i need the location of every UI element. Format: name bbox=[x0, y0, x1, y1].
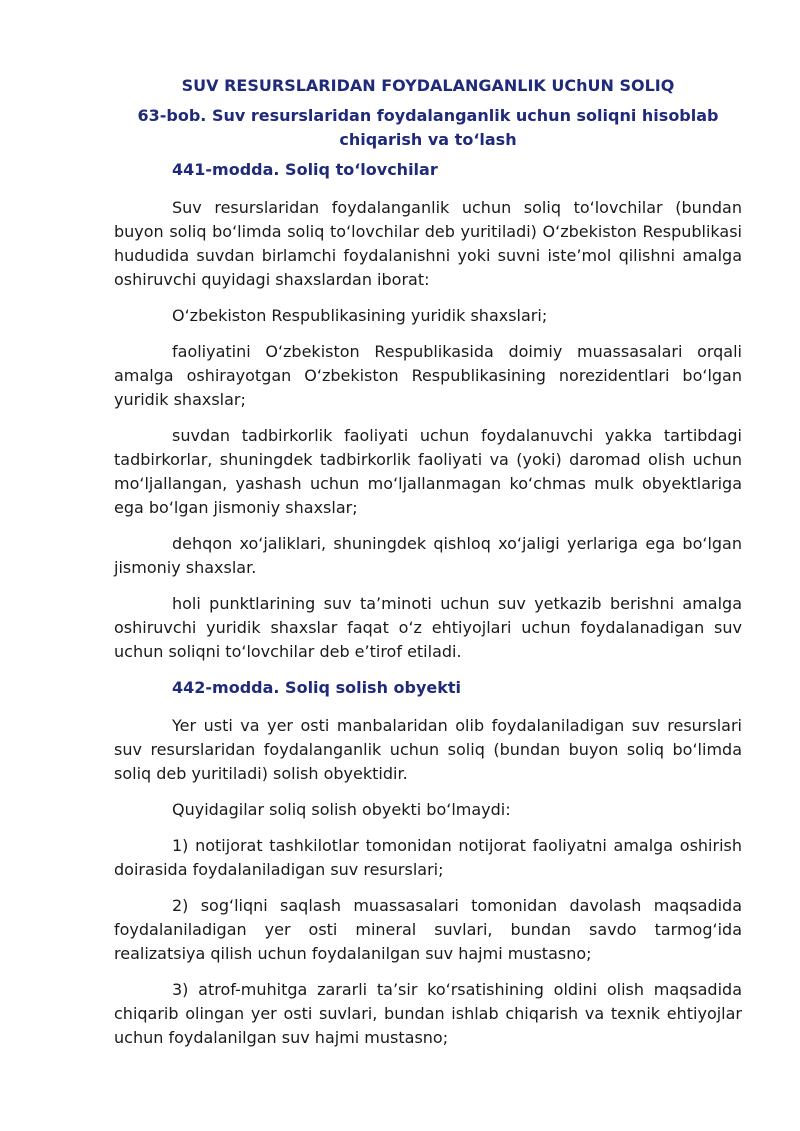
article-title: 442-modda. Soliq solish obyekti bbox=[172, 678, 462, 697]
paragraph: Quyidagilar soliq solish obyekti bo‘lmaydi: bbox=[172, 800, 511, 819]
article-442 bbox=[114, 676, 742, 1050]
article-title: 441-modda. Soliq to‘lovchilar bbox=[172, 160, 438, 179]
paragraph: Yer usti va yer osti manbalaridan olib foydalaniladigan suv resurslari suv resurslaridan foydalanganlik uchun soliq (bundan buyon soliq bo‘limda soliq deb yuritiladi) solish obyektidir. bbox=[114, 716, 742, 783]
paragraph: O‘zbekiston Respublikasining yuridik shaxslari; bbox=[172, 306, 548, 325]
paragraph: 3) atrof-muhitga zararli ta’sir ko‘rsatishining oldini olish maqsadida chiqarib olingan yer osti suvlari, bundan ishlab chiqarish va texnik ehtiyojlar uchun foydalanilgan suv hajmi mustasno; bbox=[114, 980, 742, 1047]
paragraph: Suv resurslaridan foydalanganlik uchun soliq to‘lovchilar (bundan buyon soliq bo‘limda soliq to‘lovchilar deb yuritiladi) O‘zbekiston Respublikasi hududida suvdan birlamchi foydalanishni yoki suvni iste’mol qilishni amalga oshiruvchi quyidagi shaxslardan iborat: bbox=[114, 198, 742, 289]
chapter-title: 63-bob. Suv resurslaridan foydalanganlik uchun soliqni hisoblab chiqarish va to‘lash bbox=[137, 106, 719, 149]
paragraph: faoliyatini O‘zbekiston Respublikasida doimiy muassasalari orqali amalga oshirayotgan O‘zbekiston Respublikasining norezidentlari bo‘lgan yuridik shaxslar; bbox=[114, 342, 742, 409]
paragraph: dehqon xo‘jaliklari, shuningdek qishloq xo‘jaligi yerlariga ega bo‘lgan jismoniy shaxslar. bbox=[114, 534, 742, 577]
section-title: SUV RESURSLARIDAN FOYDALANGANLIK UChUN SOLIQ bbox=[181, 76, 675, 95]
paragraph: 2) sog‘liqni saqlash muassasalari tomonidan davolash maqsadida foydalaniladigan yer osti mineral suvlari, bundan savdo tarmog‘ida realizatsiya qilish uchun foydalanilgan suv hajmi mustasno; bbox=[114, 896, 742, 963]
article-441 bbox=[114, 158, 742, 664]
document-page bbox=[114, 74, 742, 1062]
paragraph: 1) notijorat tashkilotlar tomonidan notijorat faoliyatni amalga oshirish doirasida foydalaniladigan suv resurslari; bbox=[114, 836, 742, 879]
paragraph: holi punktlarining suv ta’minoti uchun suv yetkazib berishni amalga oshiruvchi yuridik shaxslar faqat o‘z ehtiyojlari uchun foydalanadigan suv uchun soliqni to‘lovchilar deb e’tirof etiladi. bbox=[114, 594, 742, 661]
paragraph: suvdan tadbirkorlik faoliyati uchun foydalanuvchi yakka tartibdagi tadbirkorlar, shuningdek tadbirkorlik faoliyati va (yoki) daromad olish uchun mo‘ljallangan, yashash uchun mo‘ljallanmagan ko‘chmas mulk obyektlariga ega bo‘lgan jismoniy shaxslar; bbox=[114, 426, 742, 517]
